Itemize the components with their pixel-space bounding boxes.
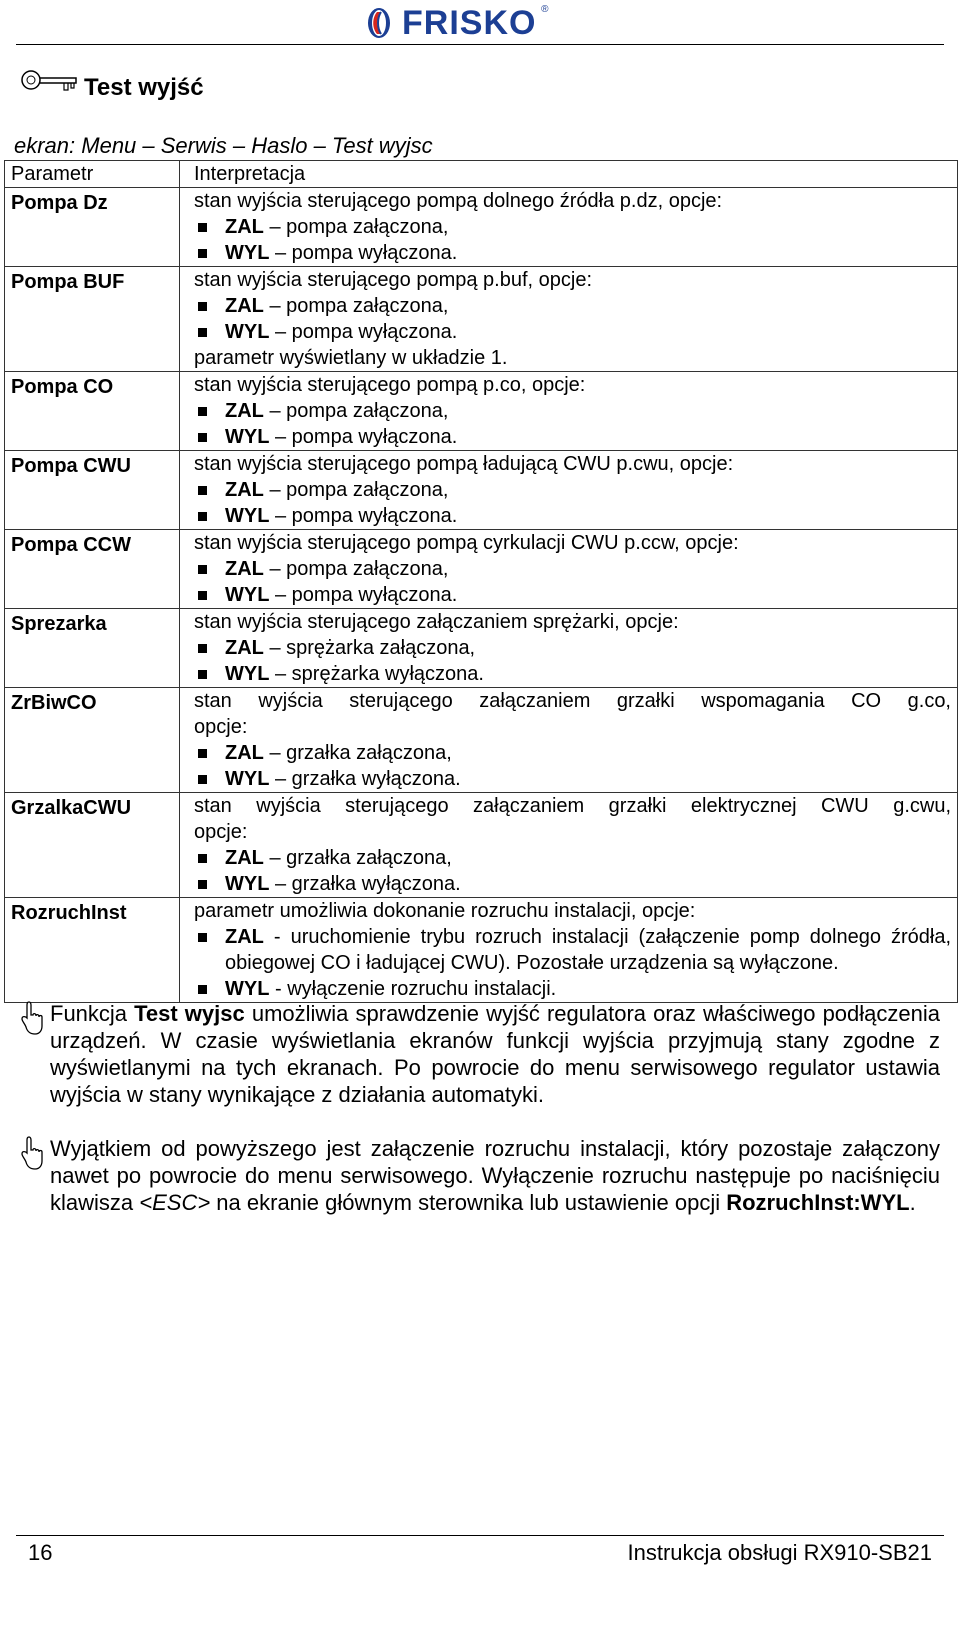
option-text xyxy=(225,503,951,529)
square-bullet-icon xyxy=(198,670,207,679)
description-line: opcje: xyxy=(194,716,248,738)
parameter-interpretation xyxy=(180,793,958,898)
square-bullet-icon xyxy=(198,328,207,337)
note-text xyxy=(50,1000,940,1108)
square-bullet-icon xyxy=(198,749,207,758)
note-segment: Wyjątkiem od powyższego jest załączenie rozruchu instalacji, który pozostaje załączony nawet po powrocie do menu serwisowego. Wyłączenie rozruchu następuje po naciśnięciu klawisza xyxy=(50,1136,940,1215)
hand-pointer-icon xyxy=(20,1135,44,1171)
footer-document-title: Instrukcja obsługi RX910-SB21 xyxy=(627,1540,932,1565)
option-key: WYL xyxy=(225,663,270,685)
option-item xyxy=(194,398,951,424)
table-body xyxy=(5,188,958,1003)
option-description: – grzałka wyłączona. xyxy=(275,768,461,790)
option-item xyxy=(194,477,951,503)
parameter-interpretation xyxy=(180,609,958,688)
option-key: ZAL xyxy=(225,295,264,317)
option-key: ZAL xyxy=(225,558,264,580)
option-description: – pompa załączona, xyxy=(269,216,449,238)
option-item xyxy=(194,503,951,529)
note-segment: Funkcja xyxy=(50,1001,135,1026)
option-text xyxy=(225,871,951,897)
option-description: – sprężarka załączona, xyxy=(269,637,476,659)
parameter-interpretation xyxy=(180,372,958,451)
note-emphasis: RozruchInst:WYL xyxy=(726,1190,910,1215)
parameter-name: ZrBiwCO xyxy=(5,688,180,793)
parameter-interpretation xyxy=(180,688,958,793)
option-key: ZAL xyxy=(225,479,264,501)
note-emphasis: Test wyjsc xyxy=(134,1001,245,1026)
option-description: – pompa załączona, xyxy=(269,295,449,317)
header-divider xyxy=(16,44,944,45)
square-bullet-icon xyxy=(198,407,207,416)
table-row xyxy=(5,793,958,898)
option-description: – grzałka załączona, xyxy=(269,847,452,869)
option-item xyxy=(194,424,951,450)
description-note: parametr wyświetlany w układzie 1. xyxy=(194,347,508,369)
table-row xyxy=(5,609,958,688)
brand-logo xyxy=(362,4,549,42)
square-bullet-icon xyxy=(198,880,207,889)
table-row xyxy=(5,530,958,609)
table-row xyxy=(5,688,958,793)
option-key: ZAL xyxy=(225,742,264,764)
column-header-interpretation: Interpretacja xyxy=(180,161,958,188)
option-key: ZAL xyxy=(225,216,264,238)
square-bullet-icon xyxy=(198,854,207,863)
option-description: – pompa wyłączona. xyxy=(275,505,458,527)
square-bullet-icon xyxy=(198,933,207,942)
option-item xyxy=(194,293,951,319)
option-item xyxy=(194,556,951,582)
note-text xyxy=(50,1135,940,1216)
option-text xyxy=(225,240,951,266)
option-key: WYL xyxy=(225,242,270,264)
parameter-name: Pompa CWU xyxy=(5,451,180,530)
note-segment: . xyxy=(909,1190,916,1215)
brand-name: FRISKO xyxy=(402,4,537,42)
square-bullet-icon xyxy=(198,565,207,574)
square-bullet-icon xyxy=(198,302,207,311)
note-segment: na ekranie głównym sterownika lub ustawienie opcji xyxy=(210,1190,727,1215)
option-key: WYL xyxy=(225,584,270,606)
option-text xyxy=(225,582,951,608)
option-text xyxy=(225,976,951,1002)
option-key: WYL xyxy=(225,768,270,790)
frisko-logo-icon xyxy=(362,6,396,40)
option-text xyxy=(225,293,951,319)
option-key: ZAL xyxy=(225,400,264,422)
option-description: – pompa załączona, xyxy=(269,479,449,501)
square-bullet-icon xyxy=(198,591,207,600)
option-key: WYL xyxy=(225,978,270,1000)
description-line: stan wyjścia sterującego pompą cyrkulacji CWU p.ccw, opcje: xyxy=(194,532,739,554)
option-item xyxy=(194,766,951,792)
parameter-interpretation xyxy=(180,451,958,530)
option-description: – sprężarka wyłączona. xyxy=(275,663,484,685)
note-startup-exception xyxy=(20,1135,940,1216)
option-key: WYL xyxy=(225,426,270,448)
option-item xyxy=(194,661,951,687)
option-description: – pompa wyłączona. xyxy=(275,426,458,448)
option-key: WYL xyxy=(225,505,270,527)
parameter-name: Pompa CCW xyxy=(5,530,180,609)
option-text xyxy=(225,766,951,792)
option-key: WYL xyxy=(225,321,270,343)
table-row xyxy=(5,898,958,1003)
square-bullet-icon xyxy=(198,486,207,495)
table-row xyxy=(5,372,958,451)
parameter-interpretation xyxy=(180,530,958,609)
note-segment: <ESC> xyxy=(139,1190,211,1215)
parameter-name: Pompa Dz xyxy=(5,188,180,267)
section-title: Test wyjść xyxy=(84,74,204,101)
square-bullet-icon xyxy=(198,223,207,232)
parameter-name: Pompa BUF xyxy=(5,267,180,372)
option-item xyxy=(194,924,951,976)
option-description: – pompa załączona, xyxy=(269,558,449,580)
option-description: – grzałka załączona, xyxy=(269,742,452,764)
option-description: – pompa wyłączona. xyxy=(275,584,458,606)
description-line: parametr umożliwia dokonanie rozruchu instalacji, opcje: xyxy=(194,900,696,922)
square-bullet-icon xyxy=(198,644,207,653)
option-description: – pompa wyłączona. xyxy=(275,242,458,264)
parameter-name: RozruchInst xyxy=(5,898,180,1003)
option-text xyxy=(225,214,951,240)
option-text xyxy=(225,398,951,424)
footer-divider xyxy=(16,1535,944,1536)
option-text xyxy=(225,319,951,345)
screen-path: ekran: Menu – Serwis – Haslo – Test wyjsc xyxy=(14,133,433,158)
description-line: stan wyjścia sterującego pompą p.buf, opcje: xyxy=(194,269,592,291)
square-bullet-icon xyxy=(198,512,207,521)
option-item xyxy=(194,740,951,766)
description-line: stan wyjścia sterującego załączaniem grzałki wspomagania CO g.co, xyxy=(194,690,951,712)
square-bullet-icon xyxy=(198,985,207,994)
option-item xyxy=(194,240,951,266)
option-text xyxy=(225,635,951,661)
square-bullet-icon xyxy=(198,249,207,258)
table-row xyxy=(5,188,958,267)
note-segment: umożliwia sprawdzenie wyjść regulatora oraz właściwego podłączenia urządzeń. W czasie wyświetlania ekranów funkcji wyjścia przyjmują stany zgodne z wyświetlanymi na tych ekranach. Po powrocie do menu serwisowego regulator ustawia wyjścia w stany wynikające z działania automatyki. xyxy=(50,1001,940,1107)
option-text xyxy=(225,477,951,503)
option-description: – grzałka wyłączona. xyxy=(275,873,461,895)
option-item xyxy=(194,871,951,897)
option-item xyxy=(194,976,951,1002)
description-line: stan wyjścia sterującego pompą p.co, opcje: xyxy=(194,374,586,396)
option-description: - uruchomienie trybu rozruch instalacji (załączenie pomp dolnego źródła, obiegowej CO i ładującej CWU). Pozostałe urządzenia są wyłączone. xyxy=(225,926,951,974)
column-header-parameter: Parametr xyxy=(5,161,180,188)
description-line: stan wyjścia sterującego pompą ładującą CWU p.cwu, opcje: xyxy=(194,453,734,475)
parameter-name: Pompa CO xyxy=(5,372,180,451)
option-text xyxy=(225,556,951,582)
option-key: WYL xyxy=(225,873,270,895)
option-item xyxy=(194,635,951,661)
square-bullet-icon xyxy=(198,433,207,442)
note-test-function xyxy=(20,1000,940,1108)
option-key: ZAL xyxy=(225,637,264,659)
parameter-name: Sprezarka xyxy=(5,609,180,688)
hand-pointer-icon xyxy=(20,1000,44,1036)
page-number: 16 xyxy=(28,1540,53,1565)
parameter-name: GrzalkaCWU xyxy=(5,793,180,898)
parameter-interpretation xyxy=(180,267,958,372)
description-line: opcje: xyxy=(194,821,248,843)
option-key: ZAL xyxy=(225,926,264,948)
parameter-interpretation xyxy=(180,188,958,267)
option-text xyxy=(225,845,951,871)
table-row xyxy=(5,451,958,530)
option-key: ZAL xyxy=(225,847,264,869)
option-text xyxy=(225,424,951,450)
description-line: stan wyjścia sterującego pompą dolnego źródła p.dz, opcje: xyxy=(194,190,723,212)
option-text xyxy=(225,661,951,687)
description-line: stan wyjścia sterującego załączaniem sprężarki, opcje: xyxy=(194,611,679,633)
option-item xyxy=(194,845,951,871)
parameters-table xyxy=(4,160,958,1003)
registered-mark: ® xyxy=(541,4,549,15)
option-text xyxy=(225,740,951,766)
key-icon xyxy=(20,68,80,96)
square-bullet-icon xyxy=(198,775,207,784)
option-text xyxy=(225,924,951,976)
option-item xyxy=(194,319,951,345)
option-item xyxy=(194,214,951,240)
parameter-interpretation xyxy=(180,898,958,1003)
option-description: – pompa załączona, xyxy=(269,400,449,422)
description-line: stan wyjścia sterującego załączaniem grzałki elektrycznej CWU g.cwu, xyxy=(194,795,951,817)
option-description: – pompa wyłączona. xyxy=(275,321,458,343)
option-item xyxy=(194,582,951,608)
table-header-row xyxy=(5,161,958,188)
option-description: - wyłączenie rozruchu instalacji. xyxy=(275,978,557,1000)
table-row xyxy=(5,267,958,372)
